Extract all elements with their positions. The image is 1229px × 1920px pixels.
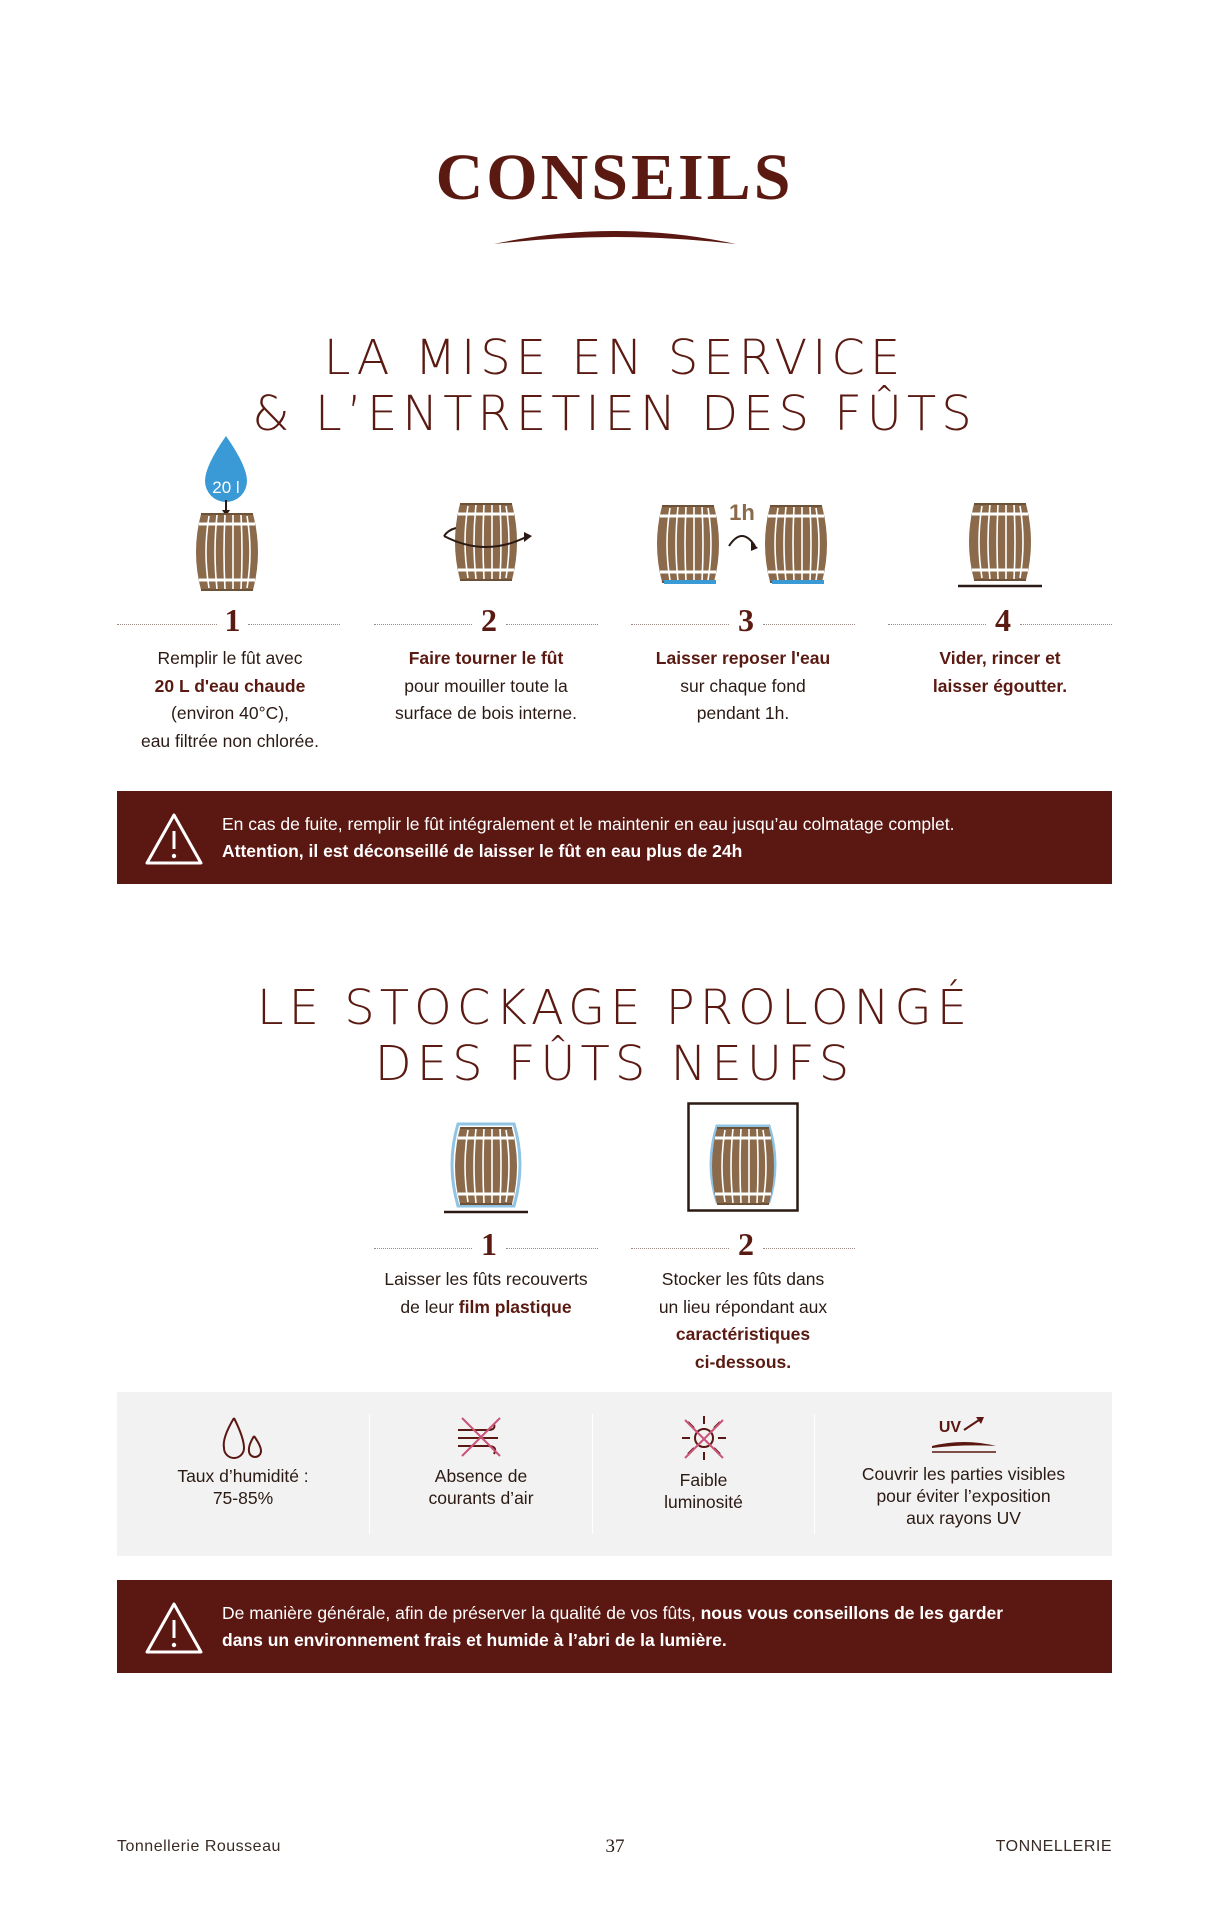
low-light-icon <box>677 1414 731 1464</box>
low-light-label-line1: Faible <box>679 1470 728 1490</box>
characteristic-humidity <box>117 1414 369 1544</box>
step1-line4: eau filtrée non chlorée. <box>140 730 320 751</box>
storage-step1-line2: de leur <box>400 1296 459 1317</box>
step3-line1: Laisser reposer l'eau <box>655 648 831 668</box>
uv-label: UV <box>938 1419 961 1436</box>
page-title: CONSEILS <box>435 141 794 214</box>
step1-line1: Remplir le fût avec <box>157 648 303 668</box>
stored-barrel-icon <box>687 1102 799 1212</box>
rotate-barrel-icon <box>438 498 534 588</box>
storage-step1-bold: film plastique <box>458 1296 572 1317</box>
warning2-bold-text2: dans un environnement frais et humide à l’abri de la lumière. <box>222 1630 727 1650</box>
step4-line2: laisser égoutter. <box>932 675 1068 696</box>
section1-title-line2: & L’ENTRETIEN DES FÛTS <box>252 386 977 442</box>
warning-box-general <box>117 1580 1112 1673</box>
step2-line2: pour mouiller toute la <box>404 675 568 696</box>
warning2-bold-text1: nous vous conseillons de les garder <box>700 1603 1004 1623</box>
wrapped-barrel-icon <box>444 1120 528 1216</box>
storage-step2-text <box>613 1266 873 1376</box>
no-air-draft-icon <box>454 1414 508 1460</box>
section1-title-line1: LA MISE EN SERVICE <box>323 330 906 386</box>
storage-step2-line2: un lieu répondant aux <box>658 1296 828 1317</box>
storage-step1-line1: Laisser les fûts recouverts <box>384 1269 588 1289</box>
storage-characteristics <box>117 1392 1112 1556</box>
step1-text <box>110 645 350 755</box>
warning-icon <box>143 1600 205 1656</box>
step2-line3: surface de bois interne. <box>395 703 577 723</box>
storage-step1-text <box>356 1266 616 1321</box>
uv-label-line3: aux rayons UV <box>906 1508 1021 1528</box>
humidity-label-line1: Taux d’humidité : <box>177 1466 309 1486</box>
step2-line1: Faire tourner le fût <box>408 648 564 668</box>
uv-label-line2: pour éviter l’exposition <box>876 1486 1051 1506</box>
low-light-label-line2: luminosité <box>664 1492 743 1512</box>
humidity-drops-icon <box>218 1414 268 1460</box>
step3-line2: sur chaque fond <box>680 675 806 696</box>
no-draft-label-line1: Absence de <box>434 1466 528 1486</box>
humidity-label-line2: 75-85% <box>212 1488 274 1508</box>
characteristic-uv <box>815 1414 1112 1544</box>
no-draft-label-line2: courants d’air <box>428 1488 534 1508</box>
step2-number: 2 <box>481 602 497 638</box>
characteristic-no-draft <box>370 1414 592 1544</box>
drain-barrel-icon <box>958 498 1042 590</box>
warning-box-leak <box>117 791 1112 884</box>
step1-number: 1 <box>224 602 241 638</box>
uv-label-line1: Couvrir les parties visibles <box>861 1464 1066 1484</box>
storage-step2-number: 2 <box>738 1226 754 1262</box>
section2-title-line1: LE STOCKAGE PROLONGÉ <box>256 980 973 1036</box>
step2-text <box>366 645 606 728</box>
section2-title <box>0 980 1229 1092</box>
step4-text <box>880 645 1120 700</box>
section2-title-line2: DES FÛTS NEUFS <box>374 1036 855 1092</box>
step1-line2: 20 L d'eau chaude <box>154 675 306 696</box>
storage-step2-line4: ci-dessous. <box>694 1351 792 1372</box>
rest-barrels-icon <box>654 496 834 592</box>
step1-line3: (environ 40°C), <box>171 703 289 723</box>
storage-step1-number: 1 <box>481 1226 497 1262</box>
step3-number: 3 <box>738 602 754 638</box>
footer-brand: Tonnellerie Rousseau <box>117 1838 281 1855</box>
storage-step2-line1: Stocker les fûts dans <box>661 1269 825 1289</box>
storage-step2-line3: caractéristiques <box>675 1324 811 1344</box>
step3-text <box>623 645 863 728</box>
footer-section: TONNELLERIE <box>995 1838 1112 1855</box>
warning1-bold-text: Attention, il est déconseillé de laisser le fût en eau plus de 24h <box>222 841 743 861</box>
fill-barrel-icon <box>195 436 267 596</box>
step4-number: 4 <box>995 602 1011 638</box>
rest-duration-label: 1h <box>729 500 755 525</box>
warning2-text: De manière générale, afin de préserver la qualité de vos fûts, <box>222 1603 701 1623</box>
warning-icon <box>143 811 205 867</box>
characteristic-low-light <box>593 1414 814 1544</box>
title-underline <box>490 222 740 252</box>
uv-protection-icon <box>924 1414 1004 1458</box>
step3-line3: pendant 1h. <box>696 703 790 723</box>
step4-line1: Vider, rincer et <box>939 648 1061 668</box>
page-number: 37 <box>605 1836 625 1857</box>
section1-title <box>0 330 1229 442</box>
warning1-text: En cas de fuite, remplir le fût intégralement et le maintenir en eau jusqu’au colmatage complet. <box>222 814 955 834</box>
drop-label: 20 l <box>212 478 240 497</box>
